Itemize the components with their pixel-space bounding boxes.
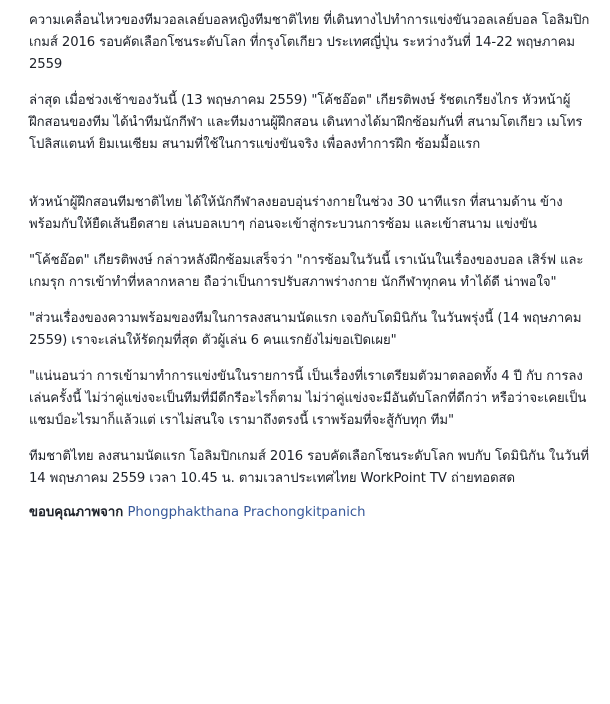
paragraph-training-news: ล่าสุด เมื่อช่วงเช้าของวันนี้ (13 พฤษภาคม 2559) "โค้ชอ๊อต" เกียรติพงษ์ รัชตเกรียงไกร หัวหน้าผู้ฝึกสอนของทีม ได้นำทีมนักกีฬา และทีมงานผู้ฝึกสอน เดินทางได้มาฝึกซ้อมกันที่ สนามโตเกียว เมโทรโปลิสแตนท์ ยิมเนเซียม สนามที่ใช้ในการแข่งขันจริง เพื่อลงทำการฝึก ซ้อมมื้อแรก [29,93,583,152]
photo-credit-label: ขอบคุณภาพจาก [29,505,124,520]
paragraph-coach-quote: "โค้ชอ๊อต" เกียรติพงษ์ กล่าวหลังฝึกซ้อมเสร็จว่า "การซ้อมในวันนี้ เราเน้นในเรื่องของบอล เสิร์ฟ และเกมรุก การเข้าทำที่หลากหลาย ถือว่าเป็นการปรับสภาพร่างกาย นักกีฬาทุกคน ทำได้ดี น่าพอใจ" [29,253,584,290]
paragraph-broadcast-info: ทีมชาติไทย ลงสนามนัดแรก โอลิมปิกเกมส์ 2016 รอบคัดเลือกโซนระดับโลก พบกับ โดมินิกัน ในวันที่ 14 พฤษภาคม 2559 เวลา 10.45 น. ตามเวลาประเทศไทย WorkPoint TV ถ่ายทอดสด [29,449,589,486]
paragraph-warmup: หัวหน้าผู้ฝึกสอนทีมชาติไทย ได้ให้นักกีฬาลงยอบอุ่นร่างกายในช่วง 30 นาทีแรก ที่สนามด้าน ข้าง พร้อมกับให้ยืดเส้นยืดสาย เล่นบอลเบาๆ ก่อนจะเข้าสู่กระบวนการซ้อม และเข้าสนาม แข่งขัน [29,195,563,232]
photo-credit [29,502,596,524]
paragraph-intro: ความเคลื่อนไหวของทีมวอลเลย์บอลหญิงทีมชาติไทย ที่เดินทางไปทำการแข่งขันวอลเลย์บอล โอลิมปิกเกมส์ 2016 รอบคัดเลือกโซนระดับโลก ที่กรุงโตเกียว ประเทศญี่ปุ่น ระหว่างวันที่ 14-22 พฤษภาคม 2559 [29,13,590,72]
paragraph-preparation-quote: "แน่นอนว่า การเข้ามาทำการแข่งขันในรายการนี้ เป็นเรื่องที่เราเตรียมตัวมาตลอดทั้ง 4 ปี กับ การลงเล่นครั้งนี้ ไม่ว่าคู่แข่งจะเป็นทีมที่มีดีกรีอะไรก็ตาม ไม่ว่าคู่แข่งจะมีอันดับโลกที่ดีกว่า หรือว่าจะเคยเป็นแชมป์อะไรมาก็แล้วแต่ เราไม่สนใจ เรามาถึงตรงนี้ เราพร้อมที่จะสู้กับทุก ทีม" [29,369,587,428]
paragraph-readiness-quote: "ส่วนเรื่องของความพร้อมของทีมในการลงสนามนัดแรก เจอกับโดมินิกัน ในวันพรุ่งนี้ (14 พฤษภาคม 2559) เราจะเล่นให้รัดกุมที่สุด ตัวผู้เล่น 6 คนแรกยังไม่ขอเปิดเผย" [29,311,582,348]
photo-credit-name-link[interactable]: Phongphakthana Prachongkitpanich [127,505,366,520]
